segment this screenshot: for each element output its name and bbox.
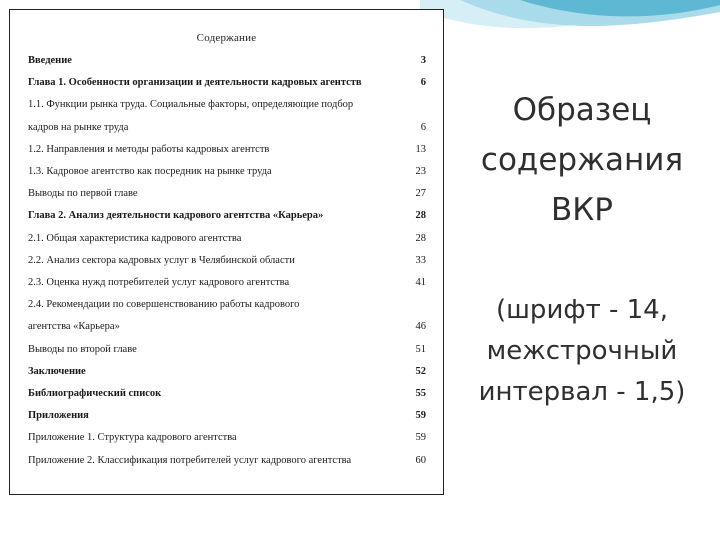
slide-title-line: содержания [480,142,684,178]
toc-entry-page: 59 [415,432,426,444]
toc-entry-page: 28 [415,232,426,244]
toc-entry [28,410,426,426]
toc-entry [28,344,426,360]
decorative-wave [420,0,720,60]
toc-entry [28,321,426,337]
toc-entry-text: Приложения [28,410,89,422]
toc-entry-page: 46 [415,321,426,333]
toc-entry [28,77,426,93]
toc-entry [28,366,426,382]
toc-entry-page: 3 [420,55,426,66]
slide-subtitle-line: (шрифт - 14, [496,295,668,325]
toc-entry-text: Выводы по второй главе [28,343,137,355]
toc-entry-text: Заключение [28,365,86,377]
toc-entry-text: Приложение 2. Классификация потребителей услуг кадрового агентства [28,454,352,466]
toc-entry-text: 1.2. Направления и методы работы кадровых агентств [28,143,270,155]
slide-subtitle [452,290,712,413]
toc-entry-text: 2.4. Рекомендации по совершенствованию работы кадрового [28,299,300,311]
toc-entry [28,277,426,293]
toc-entry [28,210,426,226]
toc-entry-text: 2.2. Анализ сектора кадровых услуг в Челябинской области [28,254,295,266]
toc-entry-page: 59 [415,410,426,422]
toc-entry-page: 6 [420,77,426,89]
toc-entry [28,144,426,160]
toc-entry-text: кадров на рынке труда [28,121,129,133]
toc-entry [28,122,426,138]
toc-entry-text: 1.1. Функции рынка труда. Социальные факторы, определяющие подбор [28,99,354,111]
toc-entry [28,455,426,471]
toc-entry [28,388,426,404]
toc-entry-text: Глава 1. Особенности организации и деятельности кадровых агентств [28,77,362,89]
toc-entry-text: 1.3. Кадровое агентство как посредник на рынке труда [28,166,272,177]
toc-entry-text: Выводы по первой главе [28,188,138,200]
toc-entry-page: 27 [415,188,426,200]
slide-title [452,85,712,235]
toc-entry [28,255,426,271]
toc-entry-page: 6 [420,121,426,133]
toc-entry-page: 23 [415,166,426,177]
toc-entry-text: агентства «Карьера» [28,321,120,333]
toc-entry [28,55,426,71]
toc-entry [28,188,426,204]
toc-page [9,9,444,495]
toc-entry-page: 13 [415,143,426,155]
toc-entry-text: Введение [28,55,72,66]
toc-entry-text: Глава 2. Анализ деятельности кадрового агентства «Карьера» [28,210,324,222]
toc-entry-text: 2.3. Оценка нужд потребителей услуг кадрового агентства [28,277,290,288]
toc-entry-page: 51 [415,343,426,355]
toc-entry-page: 41 [415,277,426,288]
toc-entry-text: 2.1. Общая характеристика кадрового агентства [28,232,242,244]
toc-entry-page: 52 [415,365,426,377]
toc-entry-page: 60 [415,454,426,466]
slide-title-line: Образец [512,92,652,128]
toc-entry-page: 33 [415,254,426,266]
toc-entry-page: 28 [415,210,426,222]
toc-entry-text: Приложение 1. Структура кадрового агентства [28,432,237,444]
toc-entry [28,166,426,182]
toc-title: Содержание [196,32,257,44]
toc-entry-text: Библиографический список [28,388,162,399]
toc-entry [28,432,426,448]
toc-entry [28,99,426,115]
slide-subtitle-line: межстрочный [486,336,678,366]
toc-entry [28,233,426,249]
slide-subtitle-line: интервал - 1,5) [478,377,686,407]
toc-entry-page: 55 [415,388,426,399]
toc-entry [28,299,426,315]
slide-title-line: ВКР [551,192,613,228]
